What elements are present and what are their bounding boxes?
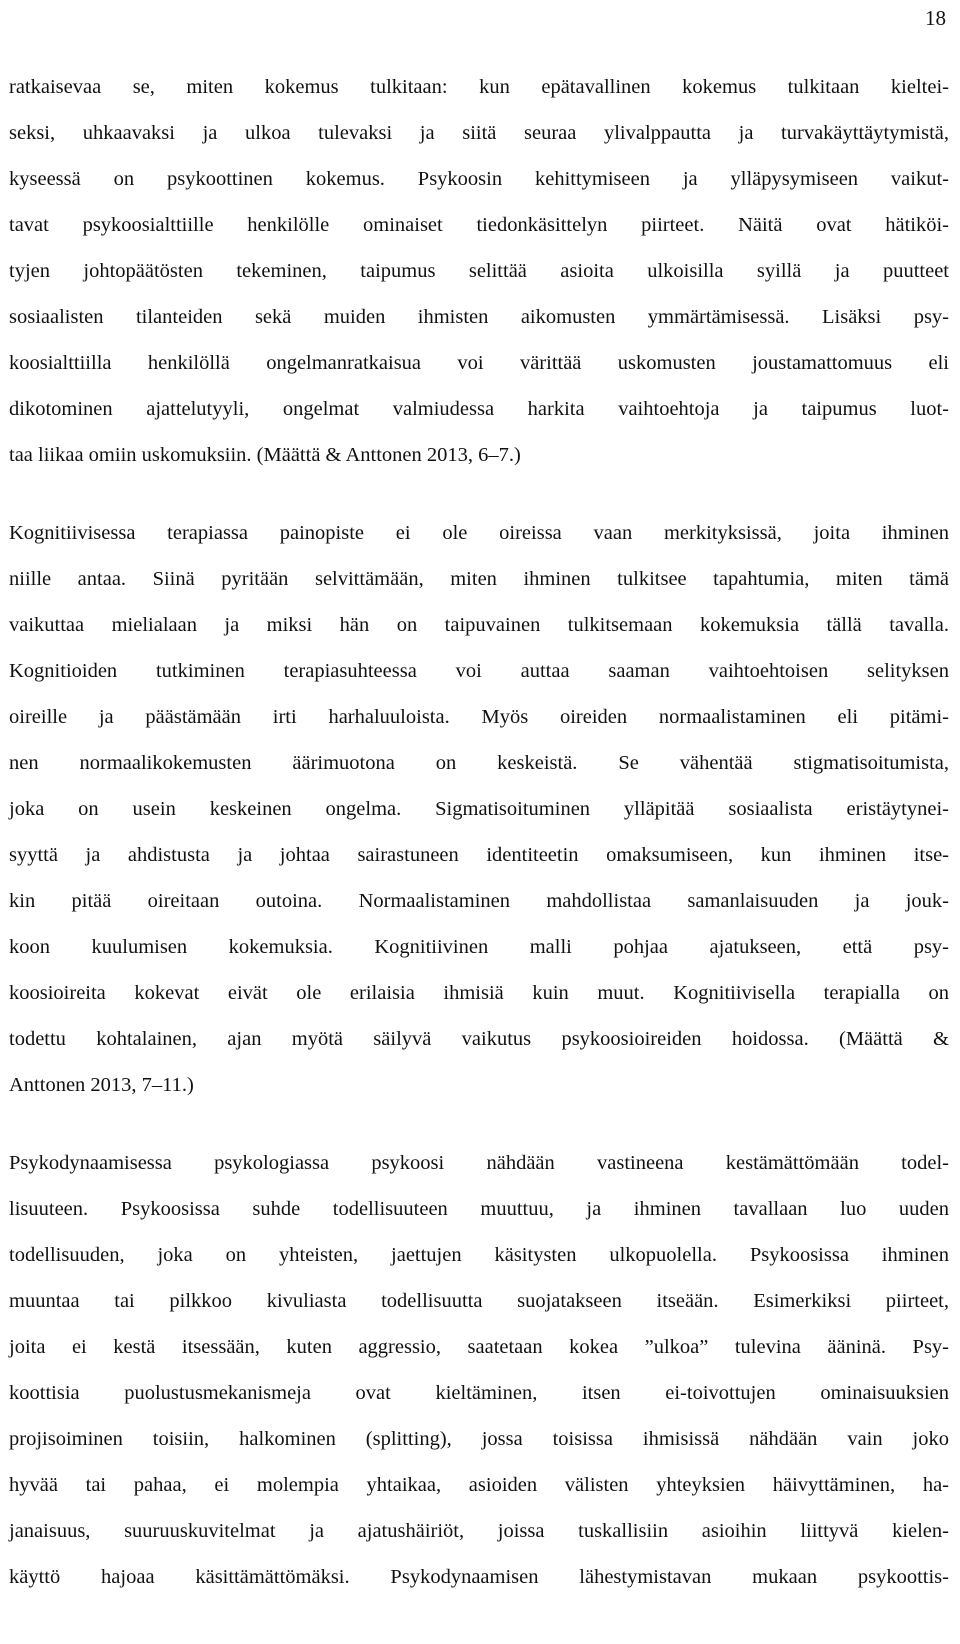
text-line: Anttonen 2013, 7–11.)	[9, 1074, 194, 1096]
text-line: projisoiminen toisiin, halkominen (splitting), jossa toisissa ihmisissä nähdään vain joko	[9, 1428, 949, 1450]
text-line: syyttä ja ahdistusta ja johtaa sairastuneen identiteetin omaksumiseen, kun ihminen itse-	[9, 844, 949, 866]
text-line: käyttö hajoaa käsittämättömäksi. Psykodynaamisen lähestymistavan mukaan psykoottis-	[9, 1566, 949, 1588]
text-line: todettu kohtalainen, ajan myötä säilyvä vaikutus psykoosioireiden hoidossa. (Määttä &	[9, 1028, 949, 1050]
text-line: tavat psykoosialttiille henkilölle ominaiset tiedonkäsittelyn piirteet. Näitä ovat hätiköi-	[9, 214, 949, 236]
text-line: ratkaisevaa se, miten kokemus tulkitaan: kun epätavallinen kokemus tulkitaan kieltei-	[9, 76, 949, 98]
text-line: tyjen johtopäätösten tekeminen, taipumus selittää asioita ulkoisilla syillä ja puutteet	[9, 260, 949, 282]
text-line: lisuuteen. Psykoosissa suhde todellisuuteen muuttuu, ja ihminen tavallaan luo uuden	[9, 1198, 949, 1220]
text-line: dikotominen ajattelutyyli, ongelmat valmiudessa harkita vaihtoehtoja ja taipumus luot-	[9, 398, 949, 420]
text-line: Kognitiivisessa terapiassa painopiste ei ole oireissa vaan merkityksissä, joita ihminen	[9, 522, 949, 544]
text-line: seksi, uhkaavaksi ja ulkoa tulevaksi ja siitä seuraa ylivalppautta ja turvakäyttäytymistä,	[9, 122, 949, 144]
text-line: vaikuttaa mielialaan ja miksi hän on taipuvainen tulkitsemaan kokemuksia tällä tavalla.	[9, 614, 949, 636]
text-line: janaisuus, suuruuskuvitelmat ja ajatushäiriöt, joissa tuskallisiin asioihin liittyvä kielen-	[9, 1520, 949, 1542]
text-line: koon kuulumisen kokemuksia. Kognitiivinen malli pohjaa ajatukseen, että psy-	[9, 936, 949, 958]
text-line: sosiaalisten tilanteiden sekä muiden ihmisten aikomusten ymmärtämisessä. Lisäksi psy-	[9, 306, 949, 328]
text-line: Kognitioiden tutkiminen terapiasuhteessa voi auttaa saaman vaihtoehtoisen selityksen	[9, 660, 949, 682]
text-line: koottisia puolustusmekanismeja ovat kieltäminen, itsen ei-toivottujen ominaisuuksien	[9, 1382, 949, 1404]
text-line: oireille ja päästämään irti harhaluuloista. Myös oireiden normaalistaminen eli pitämi-	[9, 706, 949, 728]
text-line: nen normaalikokemusten äärimuotona on keskeistä. Se vähentää stigmatisoitumista,	[9, 752, 949, 774]
text-line: muuntaa tai pilkkoo kivuliasta todellisuutta suojatakseen itseään. Esimerkiksi piirteet,	[9, 1290, 949, 1312]
text-line: koosialttiilla henkilöllä ongelmanratkaisua voi värittää uskomusten joustamattomuus eli	[9, 352, 949, 374]
text-line: todellisuuden, joka on yhteisten, jaettujen käsitysten ulkopuolella. Psykoosissa ihminen	[9, 1244, 949, 1266]
text-line: joita ei kestä itsessään, kuten aggressio, saatetaan kokea ”ulkoa” tulevina ääninä. Psy-	[9, 1336, 949, 1358]
text-line: kin pitää oireitaan outoina. Normaalistaminen mahdollistaa samanlaisuuden ja jouk-	[9, 890, 949, 912]
text-line: koosioireita kokevat eivät ole erilaisia ihmisiä kuin muut. Kognitiivisella terapialla on	[9, 982, 949, 1004]
text-line: hyvää tai pahaa, ei molempia yhtaikaa, asioiden välisten yhteyksien häivyttäminen, ha-	[9, 1474, 949, 1496]
text-line: niille antaa. Siinä pyritään selvittämään, miten ihminen tulkitsee tapahtumia, miten tämä	[9, 568, 949, 590]
text-line: kyseessä on psykoottinen kokemus. Psykoosin kehittymiseen ja ylläpysymiseen vaikut-	[9, 168, 949, 190]
text-line: taa liikaa omiin uskomuksiin. (Määttä & Anttonen 2013, 6–7.)	[9, 444, 521, 466]
text-line: Psykodynaamisessa psykologiassa psykoosi nähdään vastineena kestämättömään todel-	[9, 1152, 949, 1174]
text-line: joka on usein keskeinen ongelma. Sigmatisoituminen ylläpitää sosiaalista eristäytynei-	[9, 798, 949, 820]
page-number: 18	[925, 6, 946, 30]
